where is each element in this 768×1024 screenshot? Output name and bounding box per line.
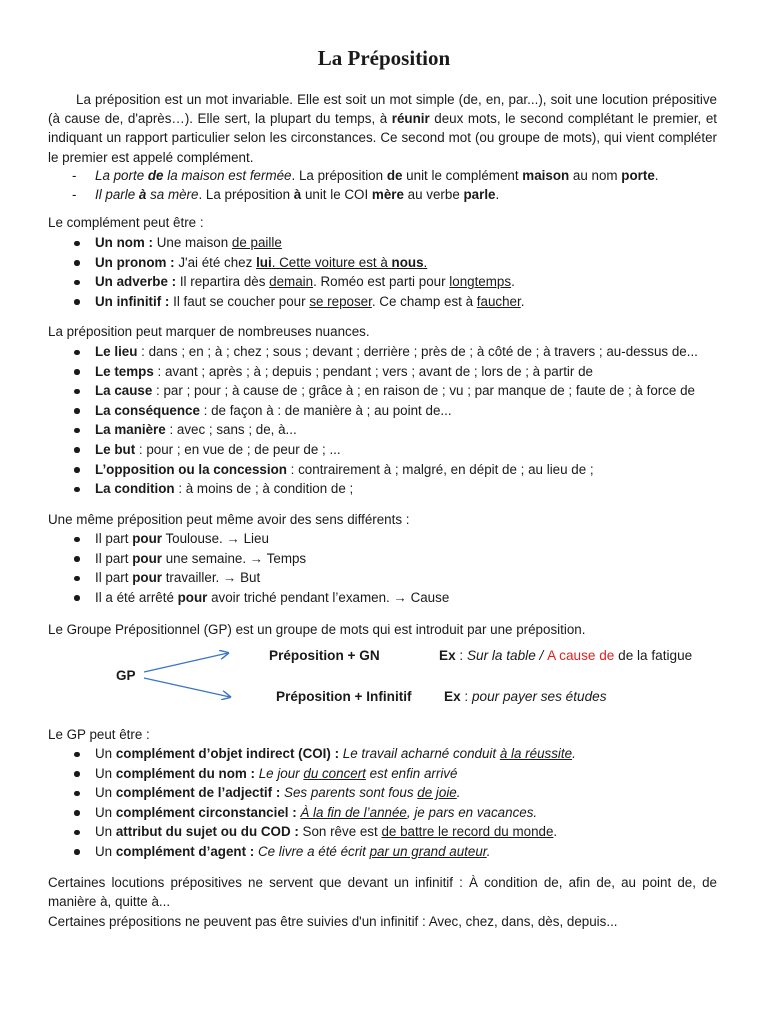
item-underlined: de joie: [417, 785, 457, 801]
item-label: complément du nom :: [115, 765, 255, 781]
item-bold: pour: [132, 531, 162, 546]
example-2-italic-a: Il parle: [95, 187, 139, 202]
sens-list: [48, 529, 728, 607]
list-item: [48, 420, 728, 440]
intro-keyword-reunir: réunir: [391, 111, 430, 127]
list-item: [48, 440, 728, 460]
item-end: .: [511, 274, 515, 290]
gp-example-rest: de la fatigue: [614, 648, 693, 663]
nuances-list: [48, 342, 728, 499]
example-1-t1: . La préposition: [291, 168, 387, 183]
item-underlined-2: . Cette voiture est à nous.: [271, 254, 428, 270]
example-1-t3: au nom: [569, 168, 622, 183]
item-text: J'ai été chez: [174, 254, 257, 270]
gp-row-2: [276, 689, 412, 704]
gp-colon: :: [455, 648, 467, 663]
item-italic: Ce livre a été écrit: [257, 843, 370, 859]
item-text: : pour ; en vue de ; de peur de ; ...: [135, 441, 341, 457]
intro-text-2: deux mots, le second complétant le premier, et indiquant un rapport particulier selon les circonstances. Ce second mot (ou groupe de mots), qui vient compléter le premier est appelé complément.: [48, 111, 717, 165]
list-item: [48, 233, 728, 253]
item-text: : par ; pour ; à cause de ; grâce à ; en raison de ; vu ; par manque de ; faute de ; à force de: [152, 383, 695, 399]
gp-types-heading: Le GP peut être :: [48, 727, 150, 742]
list-item: [48, 549, 728, 569]
item-bold-nous: nous: [391, 254, 424, 270]
item-text-2: . Roméo est parti pour: [313, 274, 450, 290]
item-pre: Un: [95, 746, 116, 761]
gp-row-1: [269, 648, 380, 663]
item-label: Le but: [95, 441, 136, 457]
list-item: [48, 783, 728, 803]
list-item: [48, 460, 728, 480]
gp-heading: Le Groupe Prépositionnel (GP) est un groupe de mots qui est introduit par une préposition.: [48, 622, 586, 637]
example-2-mere: mère: [371, 187, 404, 202]
list-item: [48, 822, 728, 842]
item-label: La cause: [95, 383, 153, 399]
item-bold: pour: [132, 570, 162, 586]
example-1-maison: maison: [522, 168, 570, 183]
gp-types-list: [48, 744, 728, 862]
list-item: [48, 588, 728, 608]
example-1-italic-c: la maison est fermée: [163, 168, 292, 183]
item-text: : à moins de ; à condition de ;: [174, 481, 354, 497]
item-text: : contrairement à ; malgré, en dépit de ; au lieu de ;: [286, 461, 594, 477]
gp-ex-label: Ex: [439, 648, 456, 663]
example-1-porte: porte: [621, 168, 655, 183]
item-pre: Un: [95, 804, 116, 820]
gp-ex-label: Ex: [444, 689, 461, 704]
item-label: Le temps: [95, 363, 154, 379]
item-underlined: par un grand auteur: [369, 843, 487, 859]
example-1-text: [95, 166, 659, 185]
example-2-italic-b: à: [138, 187, 147, 202]
intro-paragraph: [48, 90, 717, 167]
page-title: La Préposition: [317, 46, 451, 70]
item-underlined-2: longtemps: [449, 274, 512, 290]
example-2-text: [95, 185, 499, 204]
item-label: Le lieu: [95, 344, 138, 359]
item-underlined: du concert: [303, 765, 366, 781]
item-text: : avec ; sans ; de, à...: [165, 422, 297, 438]
gp-example-2: [444, 689, 607, 704]
example-1-t4: .: [654, 168, 659, 183]
gp-structure-2: Préposition + Infinitif: [276, 689, 412, 704]
item-italic: Ses parents sont fous: [284, 785, 418, 801]
item-end: , je pars en vacances.: [406, 804, 538, 820]
item-pre: Un: [95, 785, 116, 801]
item-label: La manière: [95, 422, 166, 438]
list-item: [48, 764, 728, 784]
item-text: : de façon à : de manière à ; au point de...: [199, 402, 452, 418]
example-1-de: de: [386, 168, 403, 183]
item-label: complément de l’adjectif :: [115, 785, 281, 801]
item-text-2: une semaine. → Temps: [161, 550, 307, 566]
list-item: [48, 568, 728, 588]
item-label: complément circonstanciel :: [115, 804, 297, 820]
example-1-italic-a: La porte: [95, 168, 148, 183]
item-underlined: lui: [256, 254, 272, 270]
item-underlined: de battre le record du monde: [381, 824, 554, 840]
example-1-t2: unit le complément: [402, 168, 523, 183]
example-2-t3: au verbe: [403, 187, 464, 202]
item-text-2: travailler. → But: [161, 570, 261, 586]
gp-label: GP: [116, 668, 136, 683]
item-underlined: à la réussite: [499, 746, 573, 761]
item-label: Un nom :: [95, 235, 154, 250]
item-end: .: [456, 785, 461, 801]
example-2-t4: .: [495, 187, 500, 202]
item-label: La conséquence: [95, 402, 200, 418]
list-item: [48, 803, 728, 823]
item-italic: Le jour: [258, 765, 304, 781]
example-1-italic-b: de: [147, 168, 164, 183]
final-paragraph-1: Certaines locutions prépositives ne servent que devant un infinitif : À condition de, afin de, au point de, de manière à, quitte à...: [48, 875, 717, 910]
example-2-parle: parle: [463, 187, 496, 202]
item-text-2: . Ce champ est à: [371, 293, 477, 309]
final-paragraph-2: Certaines prépositions ne peuvent pas être suivies d'un infinitif : Avec, chez, dans, dès, depuis...: [48, 914, 618, 929]
item-text-2: avoir triché pendant l’examen. → Cause: [207, 589, 450, 605]
gp-example-red: A cause de: [547, 648, 615, 663]
item-underlined-2: faucher: [476, 293, 521, 309]
gp-colon: :: [460, 689, 472, 704]
item-label: Un infinitif :: [95, 293, 170, 309]
item-text: Il part: [95, 550, 133, 566]
gp-example-1: [439, 648, 692, 663]
item-text: Il part: [95, 570, 133, 586]
list-item: [48, 479, 728, 499]
item-end: .: [553, 824, 558, 840]
complement-list: [48, 233, 728, 311]
dash-marker: -: [72, 187, 77, 202]
item-text-2: Toulouse. → Lieu: [161, 531, 269, 546]
list-item: [48, 253, 728, 273]
example-2-t1: . La préposition: [198, 187, 294, 202]
gp-structure-1: Préposition + GN: [269, 648, 380, 663]
example-2-italic-c: sa mère: [146, 187, 199, 202]
sens-heading: Une même préposition peut même avoir des sens différents :: [48, 512, 410, 527]
list-item: [48, 744, 728, 764]
list-item: [48, 342, 728, 362]
item-text: : avant ; après ; à ; depuis ; pendant ; vers ; avant de ; lors de ; à partir de: [153, 363, 593, 379]
item-label: complément d’objet indirect (COI) :: [115, 746, 340, 761]
item-bold: pour: [132, 550, 162, 566]
list-item: [48, 272, 728, 292]
complement-heading: Le complément peut être :: [48, 215, 204, 230]
nuances-heading: La préposition peut marquer de nombreuses nuances.: [48, 324, 370, 339]
gp-arrows-icon: [140, 645, 240, 705]
item-pre: Un: [95, 843, 116, 859]
item-end: .: [486, 843, 491, 859]
item-text: : dans ; en ; à ; chez ; sous ; devant ; derrière ; près de ; à côté de ; à travers ; au-dessus de...: [137, 344, 698, 359]
list-item: [48, 401, 728, 421]
list-item: [48, 529, 728, 549]
item-mid: Son rêve est: [298, 824, 382, 840]
gp-example-text: pour payer ses études: [471, 689, 607, 704]
list-item: [48, 362, 728, 382]
example-2-t2: unit le COI: [301, 187, 372, 202]
dash-marker: -: [72, 168, 77, 183]
item-underlined: À la fin de l’année: [300, 804, 407, 820]
item-end: .: [520, 293, 525, 309]
item-bold: pour: [177, 589, 208, 605]
item-pre: Un: [95, 824, 116, 840]
example-2-a: à: [293, 187, 302, 202]
item-text: Il faut se coucher pour: [169, 293, 310, 309]
item-label: L’opposition ou la concession: [95, 461, 287, 477]
item-underlined: de paille: [231, 235, 282, 250]
item-label: attribut du sujet ou du COD :: [115, 824, 299, 840]
item-label: complément d’agent :: [115, 843, 255, 859]
intro-text-1: La préposition est un mot invariable. Elle est soit un mot simple (de, en, par...), soit une locution prépositive (à cause de, d'après…). Elle sert, la plupart du temps, à: [48, 92, 717, 127]
list-item: [48, 381, 728, 401]
item-italic: Le travail acharné conduit: [342, 746, 500, 761]
item-label: La condition: [95, 481, 175, 497]
item-underlined: demain: [269, 274, 314, 290]
item-underlined: se reposer: [309, 293, 372, 309]
item-label: Un adverbe :: [95, 274, 177, 290]
item-text: Une maison: [153, 235, 232, 250]
item-text: Il a été arrêté: [95, 589, 178, 605]
item-text: Il repartira dès: [176, 274, 270, 290]
item-text: Il part: [95, 531, 133, 546]
item-end: .: [572, 746, 576, 761]
list-item: [48, 292, 728, 312]
item-pre: Un: [95, 765, 116, 781]
list-item: [48, 842, 728, 862]
item-end: est enfin arrivé: [365, 765, 458, 781]
item-label: Un pronom :: [95, 254, 175, 270]
gp-example-text: Sur la table /: [466, 648, 548, 663]
